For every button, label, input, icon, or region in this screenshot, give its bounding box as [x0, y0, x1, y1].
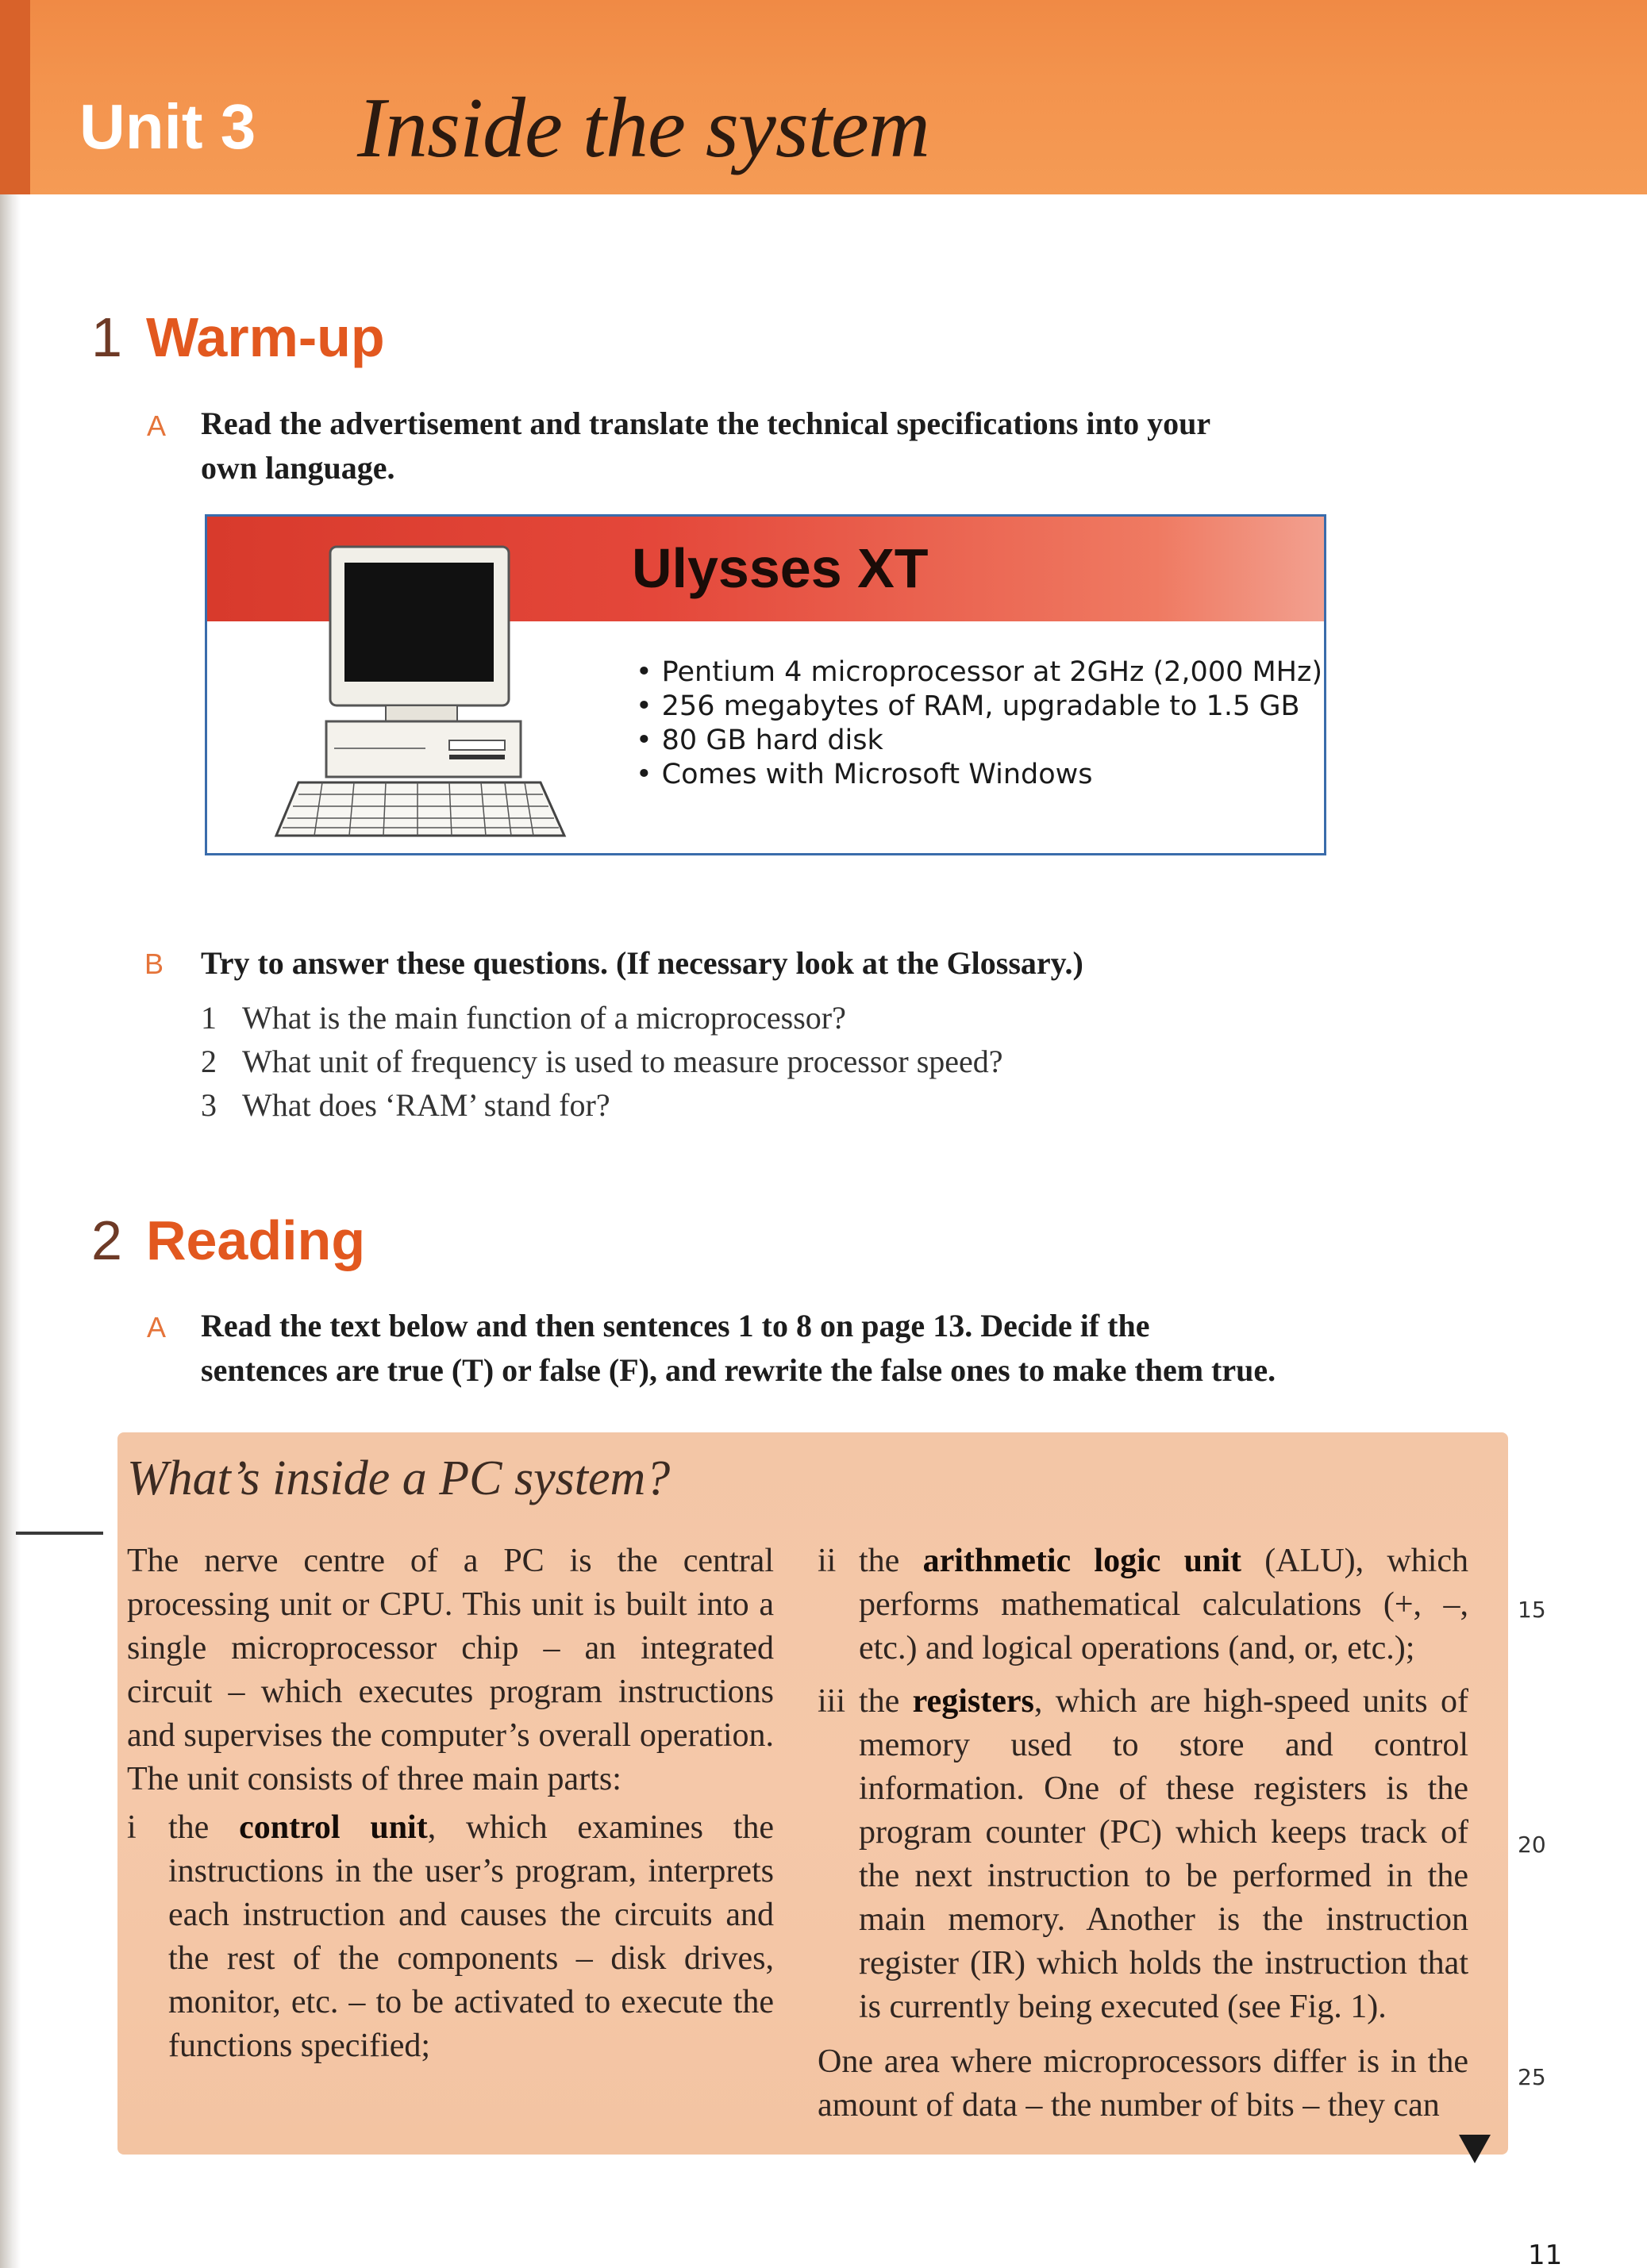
item-text: (ALU), which performs mathematical calculations (+, –, etc.) and logical operations (and, or, etc.);: [859, 1543, 1469, 1666]
question-number: 3: [201, 1087, 217, 1123]
item-text: the: [168, 1809, 240, 1846]
margin-marker: [16, 1532, 103, 1535]
page-number: 11: [1528, 2239, 1563, 2268]
question-item: [201, 1083, 610, 1127]
line-number: 15: [1518, 1597, 1546, 1623]
key-term: arithmetic logic unit: [922, 1543, 1242, 1579]
item-numeral: iii: [818, 1683, 846, 1720]
passage-list-item: [127, 1806, 774, 2068]
question-item: [201, 996, 846, 1040]
passage-closing: One area where microprocessors differ is in the amount of data – the number of bits – they can: [818, 2043, 1468, 2124]
key-term: registers: [912, 1683, 1034, 1720]
item-text: , which examines the instructions in the user’s program, interprets each instruction and causes the circuits and the rest of the components – disk drives, monitor, etc. – to be activated to execute the functions specified;: [168, 1809, 775, 2064]
section-reading-heading: [91, 1209, 366, 1271]
question-number: 1: [201, 1000, 217, 1036]
banner-edge: [0, 0, 30, 194]
instruction-line: Read the text below and then sentences 1 to 8 on page 13. Decide if the: [201, 1308, 1150, 1344]
question-item: [201, 1040, 1003, 1083]
line-number: 20: [1518, 1832, 1546, 1858]
item-numeral: i: [127, 1809, 137, 1846]
ad-spec-item: • Comes with Microsoft Windows: [636, 758, 1322, 792]
section-number: 1: [91, 306, 122, 368]
instruction-line: Read the advertisement and translate the technical specifications into your: [201, 406, 1211, 441]
advertisement: [205, 514, 1326, 855]
key-term: control unit: [239, 1809, 428, 1846]
passage-left-column: [127, 1540, 774, 2068]
passage-list-item: [818, 1540, 1468, 1670]
task-a-instruction: [201, 402, 1210, 490]
unit-title: Inside the system: [357, 81, 929, 175]
reading-task-instruction: [201, 1304, 1276, 1393]
item-text: , which are high-speed units of memory used to store and control information. One of these registers is the program counter (PC) which keeps track of the next instruction to be performed in the main memory. Another is the instruction register (IR) which holds the instruction that is currently being executed (see Fig. 1).: [859, 1683, 1468, 2025]
question-number: 2: [201, 1044, 217, 1079]
section-number: 2: [91, 1209, 122, 1271]
ad-spec-list: [636, 655, 1322, 792]
ad-title: Ulysses XT: [632, 537, 929, 599]
passage-list-item: [818, 1680, 1468, 2029]
task-letter-a: A: [147, 1311, 167, 1344]
task-b-instruction: Try to answer these questions. (If necessary look at the Glossary.): [201, 945, 1083, 981]
item-text: the: [859, 1543, 923, 1579]
continue-arrow-icon: [1459, 2135, 1491, 2163]
unit-label: Unit 3: [79, 91, 256, 162]
ad-spec-item: • 80 GB hard disk: [636, 724, 1322, 758]
passage-intro: The nerve centre of a PC is the central processing unit or CPU. This unit is built into a single microprocessor chip – an integrated circuit – which executes program instructions and supervises the computer’s overall operation. The unit consists of three main parts:: [127, 1543, 774, 1797]
section-title: Reading: [145, 1209, 366, 1271]
question-text: What is the main function of a microprocessor?: [242, 1000, 846, 1036]
ad-spec-item: • Pentium 4 microprocessor at 2GHz (2,000 MHz): [636, 655, 1322, 690]
question-text: What unit of frequency is used to measure processor speed?: [242, 1044, 1003, 1079]
passage-title: What’s inside a PC system?: [127, 1451, 671, 1505]
section-warmup-heading: [91, 306, 385, 368]
passage-right-column: [818, 1540, 1468, 2128]
section-title: Warm-up: [145, 306, 385, 368]
desktop-computer-icon: [267, 540, 576, 844]
task-letter-a: A: [147, 409, 167, 442]
line-number: 25: [1518, 2064, 1546, 2090]
page-edge-shadow: [0, 0, 21, 2268]
instruction-line: sentences are true (T) or false (F), and rewrite the false ones to make them true.: [201, 1352, 1276, 1388]
item-text: the: [859, 1683, 913, 1720]
instruction-line: own language.: [201, 450, 395, 486]
ad-spec-item: • 256 megabytes of RAM, upgradable to 1.5 GB: [636, 690, 1322, 724]
task-letter-b: B: [144, 948, 164, 980]
unit-banner: [0, 0, 1647, 194]
question-text: What does ‘RAM’ stand for?: [242, 1087, 610, 1123]
item-numeral: ii: [818, 1543, 837, 1579]
